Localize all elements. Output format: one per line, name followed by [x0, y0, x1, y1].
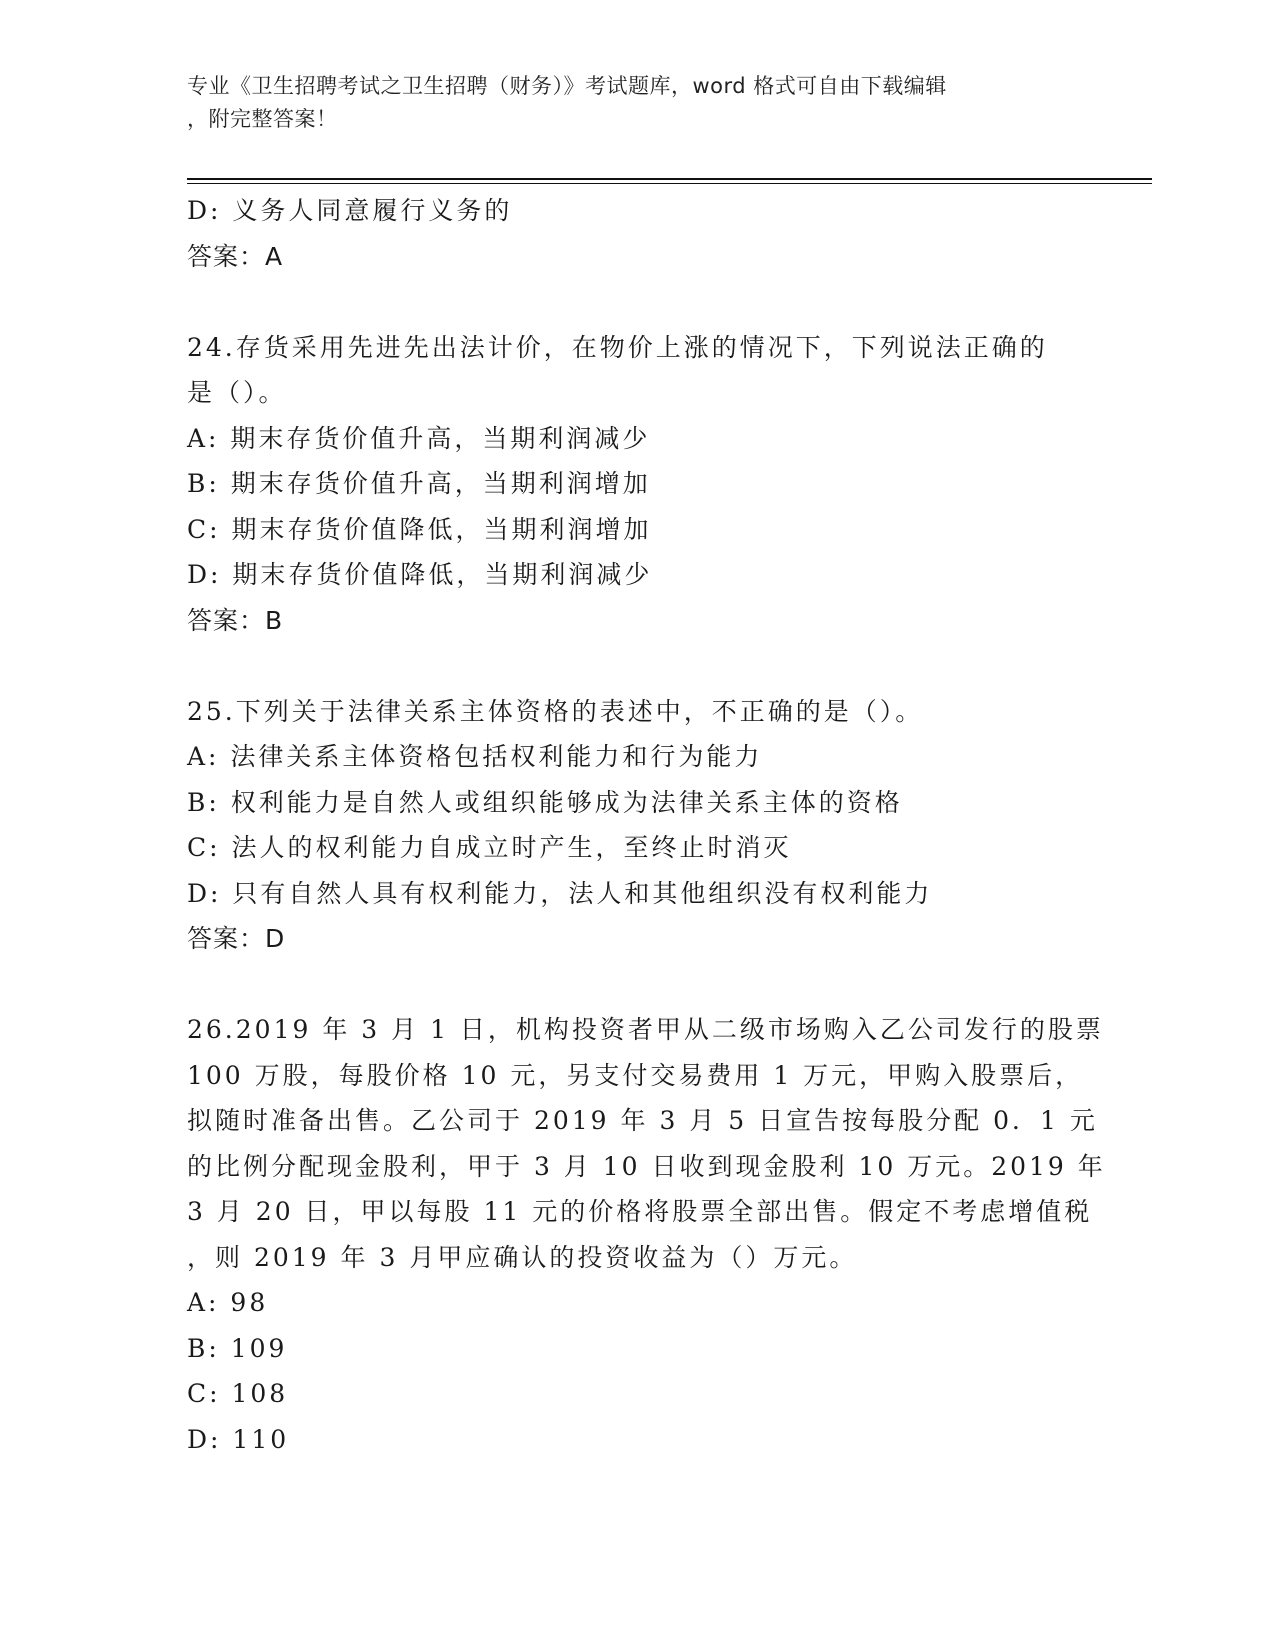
spacer	[187, 279, 1087, 325]
option-b: B: 109	[187, 1333, 288, 1363]
option-d: D: 只有自然人具有权利能力，法人和其他组织没有权利能力	[187, 878, 933, 908]
option-b: B: 期末存货价值升高，当期利润增加	[187, 469, 651, 498]
question-stem-line: 100 万股，每股价格 10 元，另支付交易费用 1 万元，甲购入股票后，	[187, 1060, 1084, 1090]
answer: 答案：B	[187, 605, 284, 635]
question-stem-line: 的比例分配现金股利，甲于 3 月 10 日收到现金股利 10 万元。2019 年	[187, 1151, 1106, 1181]
question-stem-line: 是（）。	[187, 378, 287, 407]
question-24	[187, 325, 1087, 644]
header-rule-thick	[187, 178, 1152, 180]
option-b: B: 权利能力是自然人或组织能够成为法律关系主体的资格	[187, 787, 903, 817]
question-25	[187, 689, 1087, 962]
header-line-1: 专业《卫生招聘考试之卫生招聘（财务）》考试题库，word 格式可自由下载编辑	[187, 74, 947, 98]
question-stem-line: 24.存货采用先进先出法计价，在物价上涨的情况下，下列说法正确的	[187, 332, 1048, 362]
prev-answer: 答案：A	[187, 241, 284, 271]
option-a: A: 期末存货价值升高，当期利润减少	[187, 423, 651, 453]
question-stem-line: 26.2019 年 3 月 1 日，机构投资者甲从二级市场购入乙公司发行的股票	[187, 1015, 1104, 1044]
question-stem-line: 25.下列关于法律关系主体资格的表述中，不正确的是（）。	[187, 696, 924, 726]
option-a: A: 98	[187, 1288, 269, 1317]
prev-option-d: D: 义务人同意履行义务的	[187, 196, 513, 225]
option-d: D: 期末存货价值降低，当期利润减少	[187, 560, 653, 589]
spacer	[187, 962, 1087, 1008]
header-line-2: ，附完整答案！	[187, 107, 338, 131]
option-c: C: 108	[187, 1379, 289, 1408]
option-a: A: 法律关系主体资格包括权利能力和行为能力	[187, 742, 763, 771]
document-header	[187, 70, 1087, 136]
option-c: C: 法人的权利能力自成立时产生，至终止时消灭	[187, 833, 792, 862]
document-body	[187, 188, 1106, 1462]
option-d: D: 110	[187, 1424, 290, 1454]
question-stem-line: 3 月 20 日，甲以每股 11 元的价格将股票全部出售。假定不考虑增值税	[187, 1197, 1093, 1226]
spacer	[187, 643, 1087, 689]
option-c: C: 期末存货价值降低，当期利润增加	[187, 514, 652, 544]
question-stem-line: ，则 2019 年 3 月甲应确认的投资收益为（）万元。	[187, 1242, 858, 1272]
question-stem-line: 拟随时准备出售。乙公司于 2019 年 3 月 5 日宣告按每股分配 0．1 元	[187, 1106, 1098, 1135]
answer: 答案：D	[187, 924, 286, 953]
header-rule-thin	[187, 183, 1152, 184]
question-26	[187, 1007, 1106, 1462]
